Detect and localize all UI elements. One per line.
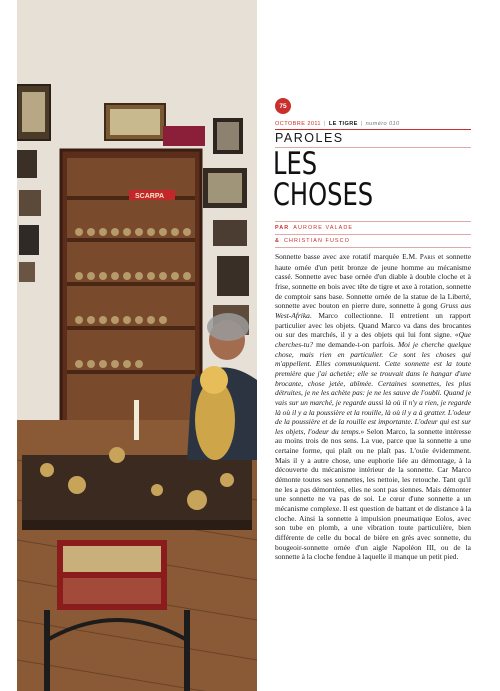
- title-line-2: CHOSES: [273, 177, 374, 213]
- scarpa-box-label: SCARPA: [135, 193, 165, 200]
- photo-illustration: [17, 0, 257, 691]
- photographer-name: CHRISTIAN FUSCO: [284, 238, 350, 244]
- article-paragraph: Sonnette basse avec axe rotatif marquée E.M. Paris et sonnette haute ornée d'un petit bronze de jeune homme au mécanisme cassé. Sonnette avec base ornée d'un diable à double cloche et à frise, sonnette en bois avec tête de tigre et axe à rotation, sonnette de comptoir sans base. Sonnette ornée de la statue de la Liberté, sonnette avec bouton en pierre dure, sonnette à gong Gruss aus West-Afrika. Marco collectionne. Il entretient un rapport particulier avec les objets. Quand Marco va dans des brocantes ou sur des marchés, il y a des objets qui lui font signe. «Que cherches-tu? me demande-t-on parfois. Moi je cherche quelque chose, mais rien en particulier. Ce sont les choses qui m'appellent. Elles communiquent. Cette sonnette est la toute première que j'ai achetée; elle se trouvait dans le hangar d'une brocante, chose jetée, abîmée. Certaines sonnettes, les plus détruites, je ne les achète pas: je ne les sauve de l'oubli. Quand je vais sur un marché, je regarde aussi là où il n'y a rien, je regarde là où il y a la poussière et la rouille, là où il y a à gratter. L'odeur de la poussière et de la rouille est importante. L'odeur qui est sur les objets, l'odeur du temps.» Selon Marco, la sonnette intéresse au moins trois de nos sens. La vue, parce que la sonnette a une certaine forme, qui plaît ou ne plaît pas. L'ouïe évidemment. Mais il y a autre chose, une euphorie liée au démontage, à la découverte du mécanisme intérieur de la sonnette. Car Marco démonte toutes ses sonnettes, les nettoie, les retouche. Tant qu'il ne les a pas démontées, elles ne sont pas siennes. Mais démonter une sonnette ne va pas de soi. Le cœur d'une sonnette a un mécanisme complexe. Il est question de battant et de distance à la cloche. Ainsi la sonnette à impulsion pneumatique Eolos, avec son tube en plomb, a une vibration toute particulière, bien différente de celle du bocal de bière en grès avec sonnette, du bougeoir-sonnette ornée d'un aigle Napoléon III, ou de la sonnette à la cloche fendue à laquelle il manque un petit pied.: [275, 252, 472, 562]
- credits: [275, 221, 471, 248]
- article-body: [275, 252, 471, 562]
- article-title: [273, 146, 374, 213]
- issue-number: numéro 010: [365, 121, 400, 127]
- running-head: OCTOBRE 2011 | LE TIGRE | numéro 010: [275, 121, 400, 127]
- author-credit: PAR AURORE VALADE: [275, 221, 471, 235]
- photo-credit: & CHRISTIAN FUSCO: [275, 235, 471, 248]
- section-label: PAROLES: [275, 131, 344, 145]
- page-number-badge: 75: [275, 98, 291, 114]
- author-name: AURORE VALADE: [293, 225, 354, 231]
- article-photo: [17, 0, 257, 691]
- header-rule: [275, 129, 471, 130]
- issue-date: OCTOBRE 2011: [275, 121, 321, 127]
- magazine-name: LE TIGRE: [328, 121, 358, 127]
- title-line-1: LES: [273, 146, 318, 182]
